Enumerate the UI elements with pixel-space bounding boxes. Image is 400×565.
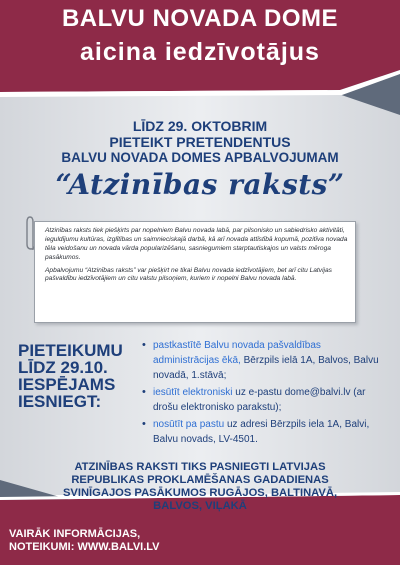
option-email-highlight: iesūtīt elektroniski [153, 387, 233, 398]
option-mailbox [146, 338, 386, 383]
deadline-line-3: IESPĒJAMS [18, 375, 116, 394]
description-paragraph-1: Atzinības raksts tiek piešķirts par nopelniem Balvu novada labā, par pilsonisko un sabiedrisko aktivitāti, ieguldījumu kultūras, izglītības un saimnieciskajā darbā, kā arī novada attīstībā kopumā, pozitīva novada tēla veidošanu un novada vārda popularizēšanu, sasniegumiem starptautiskajos un valsts mēroga pasākumos. [45, 227, 348, 261]
option-post-highlight: nosūtīt pa pastu [153, 419, 225, 430]
option-email-text: uz e-pastu dome@balvi.lv (ar drošu elektronisko parakstu); [153, 387, 366, 413]
option-mailbox-text: Bērzpils ielā 1A, Balvos, Balvu novadā, 1.stāvā; [153, 355, 379, 381]
option-email [146, 385, 386, 415]
header-subtitle: aicina iedzīvotājus [80, 38, 320, 66]
ceremony-line-2: REPUBLIKAS PROKLAMĒŠANAS GADADIENAS [71, 474, 329, 486]
deadline-block [18, 342, 148, 410]
ceremony-note [0, 461, 400, 513]
deadline-line-1: PIETEIKUMU [18, 341, 123, 360]
headline-award-name: BALVU NOVADA DOMES APBALVOJUMAM [61, 150, 339, 165]
info-line-2[interactable]: NOTEIKUMI: WWW.BALVI.LV [9, 541, 160, 553]
ceremony-line-3: SVINĪGAJOS PASĀKUMOS RUGĀJOS, BALTINAVĀ, [62, 487, 338, 499]
header-title: BALVU NOVADA DOME [61, 5, 339, 32]
headline-call: PIETEIKT PRETENDENTUS [109, 134, 291, 150]
deadline-line-2: LĪDZ 29.10. [18, 358, 108, 377]
option-post-text: uz adresi Bērzpils iela 1A, Balvi, Balvu novads, LV-4501. [153, 419, 370, 445]
submission-options [146, 338, 386, 449]
info-line-1: VAIRĀK INFORMĀCIJAS, [9, 528, 141, 540]
description-box [34, 221, 356, 323]
ceremony-line-1: ATZINĪBAS RAKSTI TIKS PASNIEGTI LATVIJAS [74, 461, 326, 473]
deadline-line-4: IESNIEGT: [18, 392, 102, 411]
ceremony-line-4: BALVOS, VIĻAKĀ [153, 500, 247, 512]
headline-date: LĪDZ 29. OKTOBRIM [132, 118, 268, 134]
option-mailbox-highlight: pastkastītē Balvu novada pašvaldības administrācijas ēkā, [153, 340, 321, 366]
option-post [146, 417, 386, 447]
description-paragraph-2: Apbalvojumu “Atzinības raksts” var piešķirt ne tikai Balvu novada iedzīvotājiem, bet arī citu Latvijas pašvaldību iedzīvotājiem un citu valstu pilsoņiem, kuriem ir nopelni Balvu novada labā. [45, 266, 332, 283]
award-title: “Atzinības raksts” [55, 168, 345, 201]
info-footer [9, 528, 160, 554]
